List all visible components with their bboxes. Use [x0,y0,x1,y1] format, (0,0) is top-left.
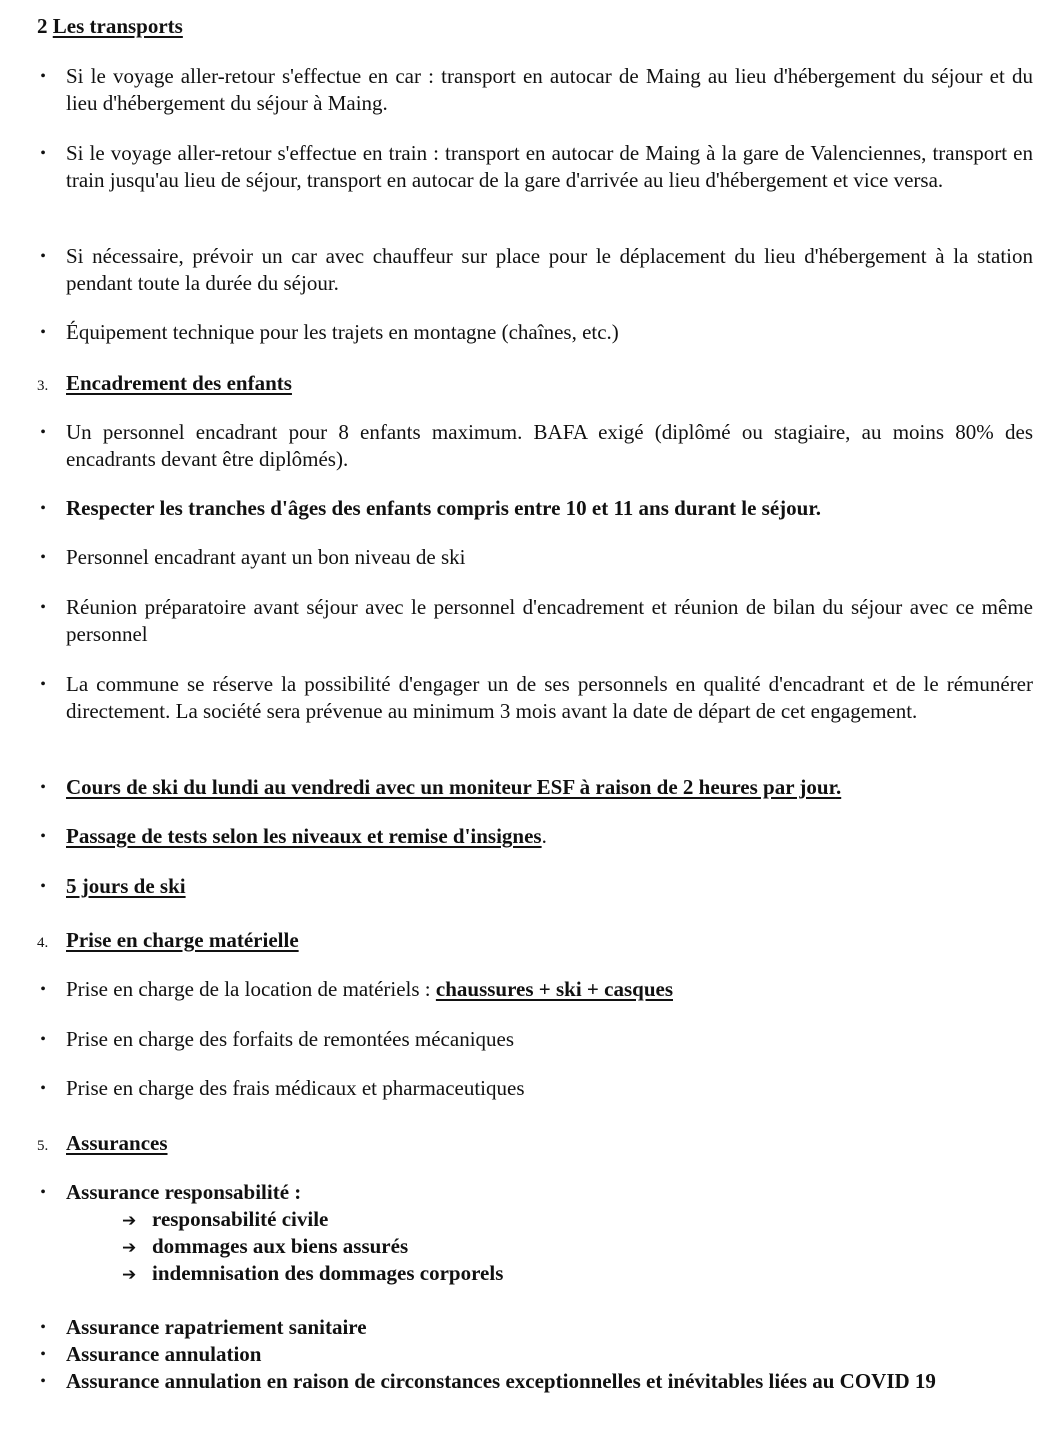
bullet-icon: • [40,779,46,796]
sub-item [122,1233,408,1262]
bullet-icon: • [40,1184,46,1201]
bullet-icon: • [40,145,46,162]
arrow-right-icon: ➔ [122,1238,137,1258]
sub-item-text: indemnisation des dommages corporels [152,1261,504,1285]
section-title: Encadrement des enfants [66,371,292,395]
bullet-icon: • [40,68,46,85]
list-item [37,1075,1033,1102]
section-title: Assurances [66,1131,168,1155]
bullet-icon: • [40,248,46,265]
list-item [37,243,1033,297]
bullet-icon: • [40,599,46,616]
list-item-text [66,976,1033,1003]
bullet-icon: • [40,549,46,566]
list-item-text-main: Prise en charge de la location de matériels : [66,977,436,1001]
list-item-text: Assurance rapatriement sanitaire [66,1315,367,1339]
list-item-text: Si le voyage aller-retour s'effectue en train : transport en autocar de Maing à la gare de Valenciennes, transport en train jusqu'au lieu de séjour, transport en autocar de la gare d'arrivée au lieu d'hébergement et vice versa. [66,141,1033,192]
list-item [37,544,1033,571]
list-item-text [66,823,1033,850]
list-item-text: Si nécessaire, prévoir un car avec chauffeur sur place pour le déplacement du lieu d'hébergement à la station pendant toute la durée du séjour. [66,244,1033,295]
list-item-text: Si le voyage aller-retour s'effectue en car : transport en autocar de Maing au lieu d'hébergement du séjour et du lieu d'hébergement du séjour à Maing. [66,64,1033,115]
bullet-icon: • [40,1080,46,1097]
section-heading-assurances [37,1130,168,1160]
bullet-icon: • [40,676,46,693]
sub-item-text: dommages aux biens assurés [152,1234,409,1258]
list-item [37,1368,1033,1395]
list-item [37,140,1033,194]
list-item-text-main: Passage de tests selon les niveaux et remise d'insignes [66,824,542,848]
section-number: 3. [37,378,49,394]
list-item-text: La commune se réserve la possibilité d'engager un de ses personnels en qualité d'encadrant et de le rémunérer directement. La société sera prévenue au minimum 3 mois avant la date de départ de cet engagement. [66,672,1033,723]
section-heading-prise-en-charge [37,927,299,957]
list-item [37,1026,1033,1053]
list-item-text: Assurance annulation [66,1342,262,1366]
list-item-text: Prise en charge des frais médicaux et pharmaceutiques [66,1076,525,1100]
bullet-icon: • [40,324,46,341]
list-item-text: 5 jours de ski [66,874,186,898]
section-title: Prise en charge matérielle [66,928,299,952]
section-number: 5. [37,1138,49,1154]
sub-item-text: responsabilité civile [152,1207,329,1231]
list-item-text [66,774,1033,801]
list-item-text: Prise en charge des forfaits de remontées mécaniques [66,1027,515,1051]
list-item-text: Un personnel encadrant pour 8 enfants maximum. BAFA exigé (diplômé ou stagiaire, au moins 80% des encadrants devant être diplômés). [66,420,1033,471]
bullet-icon: • [40,500,46,517]
list-item [37,594,1033,648]
list-item [37,495,1033,522]
bullet-icon: • [40,1031,46,1048]
arrow-right-icon: ➔ [122,1265,137,1285]
bullet-icon: • [40,1319,46,1336]
section-heading-encadrement [37,370,292,400]
list-item [37,1314,1033,1341]
list-item [37,63,1033,117]
list-item-text-suffix: . [835,775,842,799]
list-item-text: Respecter les tranches d'âges des enfants compris entre 10 et 11 ans durant le séjour. [66,496,821,520]
list-item-text: Équipement technique pour les trajets en montagne (chaînes, etc.) [66,320,619,344]
section-title: Les transports [52,14,183,38]
list-item-text: Assurance annulation en raison de circonstances exceptionnelles et inévitables liées au COVID 19 [66,1369,936,1393]
section-heading-transports [37,13,183,40]
bullet-icon: • [40,981,46,998]
section-number: 4. [37,935,49,951]
list-item-text: Assurance responsabilité : [66,1180,302,1204]
section-number: 2 [37,14,48,38]
list-item [37,1179,1033,1206]
list-item-text-main: Cours de ski du lundi au vendredi avec un moniteur ESF à raison de 2 heures par jour [66,775,836,799]
bullet-icon: • [40,1346,46,1363]
list-item [37,671,1033,725]
bullet-icon: • [40,424,46,441]
bullet-icon: • [40,1373,46,1390]
sub-item [122,1260,503,1289]
list-item [37,976,1033,1003]
bullet-icon: • [40,878,46,895]
list-item [37,823,1033,850]
list-item [37,774,1033,801]
list-item [37,419,1033,473]
list-item-text-suffix: . [541,824,547,848]
bullet-icon: • [40,828,46,845]
list-item-emphasis: chaussures + ski + casques [435,977,673,1001]
list-item [37,1341,1033,1368]
arrow-right-icon: ➔ [122,1211,137,1231]
list-item [37,873,1033,900]
list-item-text: Personnel encadrant ayant un bon niveau de ski [66,545,466,569]
list-item [37,319,1033,346]
list-item-text: Réunion préparatoire avant séjour avec le personnel d'encadrement et réunion de bilan du séjour avec ce même personnel [66,595,1033,646]
sub-item [122,1206,328,1235]
